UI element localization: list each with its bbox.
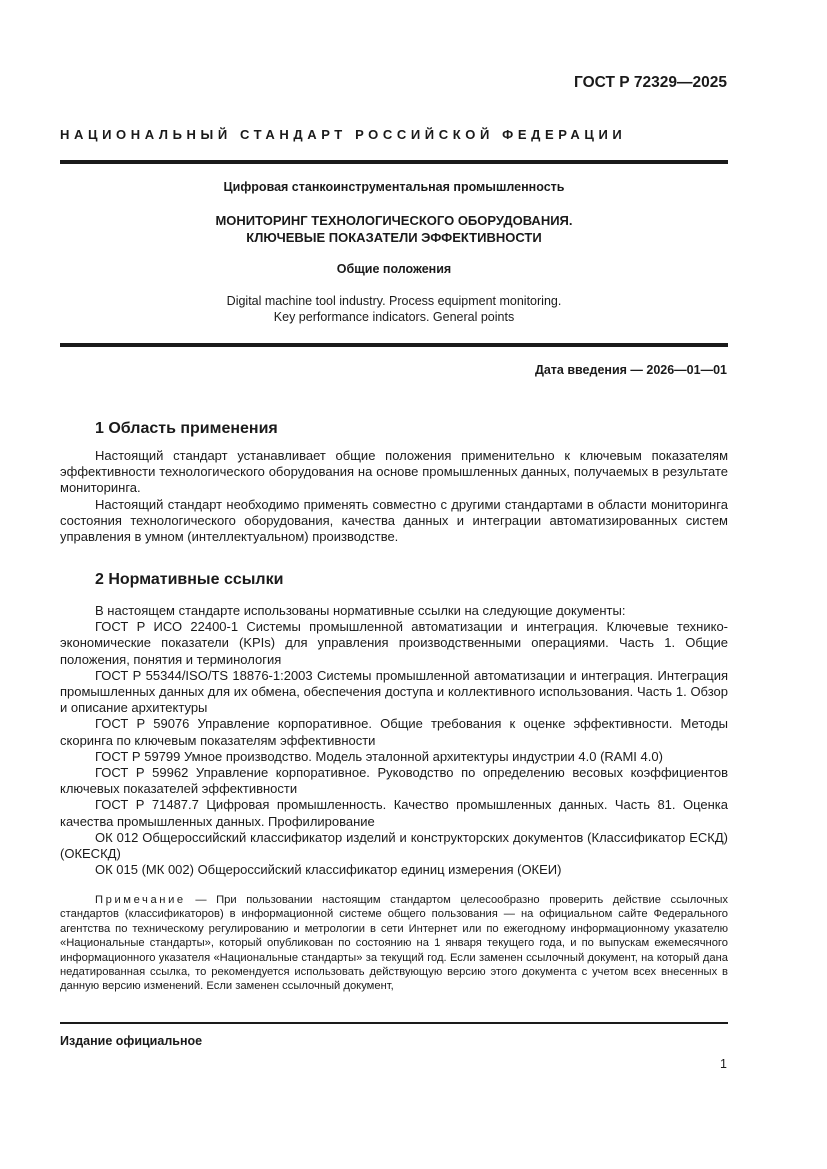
- reference-item: ГОСТ Р 59962 Управление корпоративное. Руководство по определению весовых коэффициентов ключевых показателей эффективности: [60, 765, 728, 797]
- reference-item: ГОСТ Р ИСО 22400-1 Системы промышленной автоматизации и интеграция. Ключевые технико-экономические показатели (KPIs) для управления производственными операциями. Часть 1. Общие положения, понятия и терминология: [60, 619, 728, 667]
- section-1-heading: 1 Область применения: [95, 420, 278, 437]
- note-label: Примечание: [95, 894, 186, 906]
- reference-item: ГОСТ Р 59799 Умное производство. Модель эталонной архитектуры индустрии 4.0 (RAMI 4.0): [95, 748, 663, 764]
- top-rule: [60, 160, 728, 164]
- reference-item: ГОСТ Р 55344/ISO/TS 18876-1:2003 Системы промышленной автоматизации и интеграция. Интеграция промышленных данных для их обмена, обеспечения доступа и коллективного использования. Часть 1. Обзор и описание архитектуры: [60, 667, 728, 716]
- paragraph: Настоящий стандарт устанавливает общие положения применительно к ключевым показателям эффективности технологического оборудования на основе промышленных данных, получаемых в результате мониторинга.: [60, 448, 728, 496]
- paragraph: Настоящий стандарт необходимо применять совместно с другими стандартами в области мониторинга состояния технологического оборудования, качества данных и интеграции автоматизированных систем управления в умном (интеллектуальном) производстве.: [60, 496, 728, 545]
- document-subtitle: Общие положения: [336, 262, 452, 276]
- note: [60, 893, 728, 994]
- reference-item: ГОСТ Р 71487.7 Цифровая промышленность. Качество промышленных данных. Часть 81. Оценка качества промышленных данных. Профилирование: [60, 797, 728, 829]
- reference-item: ОК 012 Общероссийский классификатор изделий и конструкторских документов (Классификатор ЕСКД) (ОКЕСКД): [60, 829, 728, 862]
- english-title-line-2: Key performance indicators. General points: [273, 310, 515, 324]
- section-2-heading: 2 Нормативные ссылки: [95, 571, 284, 588]
- paragraph: В настоящем стандарте использованы нормативные ссылки на следующие документы:: [95, 603, 626, 618]
- english-title-line-1: Digital machine tool industry. Process equipment monitoring.: [226, 294, 562, 308]
- page-number: 1: [720, 1057, 727, 1071]
- document-title: [60, 212, 728, 246]
- introduction-date: Дата введения — 2026—01—01: [534, 363, 727, 377]
- footer-rule: [60, 1022, 728, 1024]
- english-title: [60, 293, 728, 325]
- document-title-line-1: МОНИТОРИНГ ТЕХНОЛОГИЧЕСКОГО ОБОРУДОВАНИЯ.: [215, 213, 573, 228]
- section-1-body: [60, 448, 728, 545]
- national-standard-banner: НАЦИОНАЛЬНЫЙ СТАНДАРТ РОССИЙСКОЙ ФЕДЕРАЦИИ: [60, 127, 627, 142]
- reference-item: ГОСТ Р 59076 Управление корпоративное. Общие требования к оценке эффективности. Методы скоринга по ключевым показателям эффективности: [60, 716, 728, 748]
- title-bottom-rule: [60, 343, 728, 347]
- industry-title: Цифровая станкоинструментальная промышленность: [223, 180, 565, 194]
- edition-label: Издание официальное: [60, 1034, 203, 1048]
- reference-item: ОК 015 (МК 002) Общероссийский классификатор единиц измерения (ОКЕИ): [95, 862, 562, 878]
- note-text: — При пользовании настоящим стандартом целесообразно проверить действие ссылочных стандартов (классификаторов) в информационной системе общего пользования — на официальном сайте Федерального агентства по техническому регулированию и метрологии в сети Интернет или по ежегодному информационному указателю «Национальные стандарты», который опубликован по состоянию на 1 января текущего года, и по выпускам ежемесячного информационного указателя «Национальные стандарты» за текущий год. Если заменен ссылочный документ, на который дана недатированная ссылка, то рекомендуется использовать действующую версию этого документа с учетом всех внесенных в данную версию изменений. Если заменен ссылочный документ,: [60, 894, 728, 993]
- section-2-body: [60, 603, 728, 878]
- document-title-line-2: КЛЮЧЕВЫЕ ПОКАЗАТЕЛИ ЭФФЕКТИВНОСТИ: [246, 230, 542, 245]
- standard-code: ГОСТ Р 72329—2025: [574, 74, 727, 91]
